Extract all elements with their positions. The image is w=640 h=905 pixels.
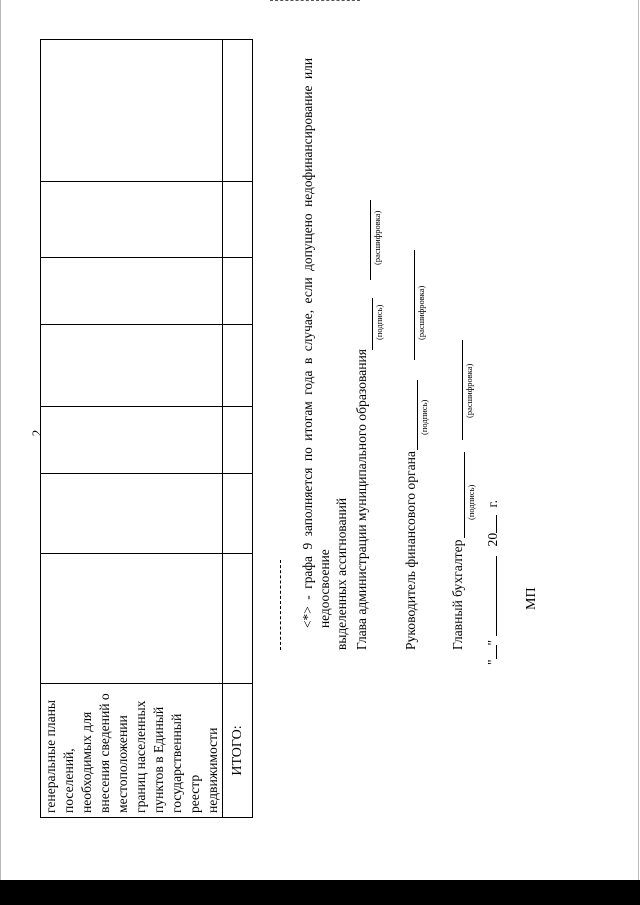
finance-head-signature-caption: (подпись) [419, 399, 429, 435]
page-number: 2 [29, 429, 44, 437]
head-admin-signature-line [372, 298, 373, 350]
finance-head-signature-line [417, 380, 418, 450]
chief-accountant-signature-line [464, 452, 465, 538]
date-day-blank [496, 645, 497, 659]
date-year-blank [496, 515, 497, 533]
head-admin-label: Глава администрации муниципального образования [354, 348, 369, 650]
finance-head-decoding-caption: (расшифровка) [416, 285, 426, 340]
table-cell [223, 325, 253, 407]
table-cell [223, 40, 253, 182]
footnote [299, 58, 350, 650]
date-line [485, 500, 501, 665]
table-row-total [223, 40, 253, 818]
date-year-suffix: г. [485, 500, 500, 508]
footnote-separator [280, 560, 281, 650]
chief-accountant-decoding-line [462, 340, 463, 440]
date-quote-close: " [485, 639, 500, 646]
table-cell [41, 258, 223, 325]
footnote-line-1: <*> - графа 9 заполняется по итогам года в случае, если допущено недофинансирование или недоосвоение [300, 58, 332, 628]
chief-accountant-label: Главный бухгалтер [450, 539, 465, 650]
chief-accountant-signature-caption: (подпись) [466, 484, 476, 520]
head-admin-decoding-caption: (расшифровка) [372, 210, 382, 265]
table-cell [223, 258, 253, 325]
table-cell [41, 40, 223, 182]
table-cell [223, 554, 253, 684]
head-admin-decoding-line [370, 200, 371, 280]
table-cell [41, 407, 223, 474]
table-cell [223, 474, 253, 554]
date-month-blank [496, 556, 497, 636]
footnote-line-2: выделенных ассигнований [334, 497, 349, 650]
chief-accountant-decoding-caption: (расшифровка) [464, 363, 474, 418]
table-cell [41, 325, 223, 407]
data-table [40, 39, 253, 818]
table-cell [223, 182, 253, 258]
finance-head-decoding-line [414, 250, 415, 360]
date-century: 20 [485, 532, 500, 547]
head-admin-signature-caption: (подпись) [374, 304, 384, 340]
date-quote-open: " [485, 659, 500, 665]
total-label-cell [223, 684, 253, 818]
row-label-text: генеральные планы поселений, необходимых для внесения сведений о местоположении границ населенных пунктов в Единый государственный реестр недвижимости [43, 693, 220, 813]
table-row [41, 40, 223, 818]
scan-bottom-bar [0, 880, 640, 905]
row-label-cell [41, 684, 223, 818]
total-label: ИТОГО: [230, 725, 245, 776]
finance-head-label: Руководитель финансового органа [403, 451, 418, 650]
table-cell [41, 474, 223, 554]
stamp-label: МП [524, 587, 539, 610]
table-cell [41, 182, 223, 258]
table-cell [41, 554, 223, 684]
table-cell [223, 407, 253, 474]
